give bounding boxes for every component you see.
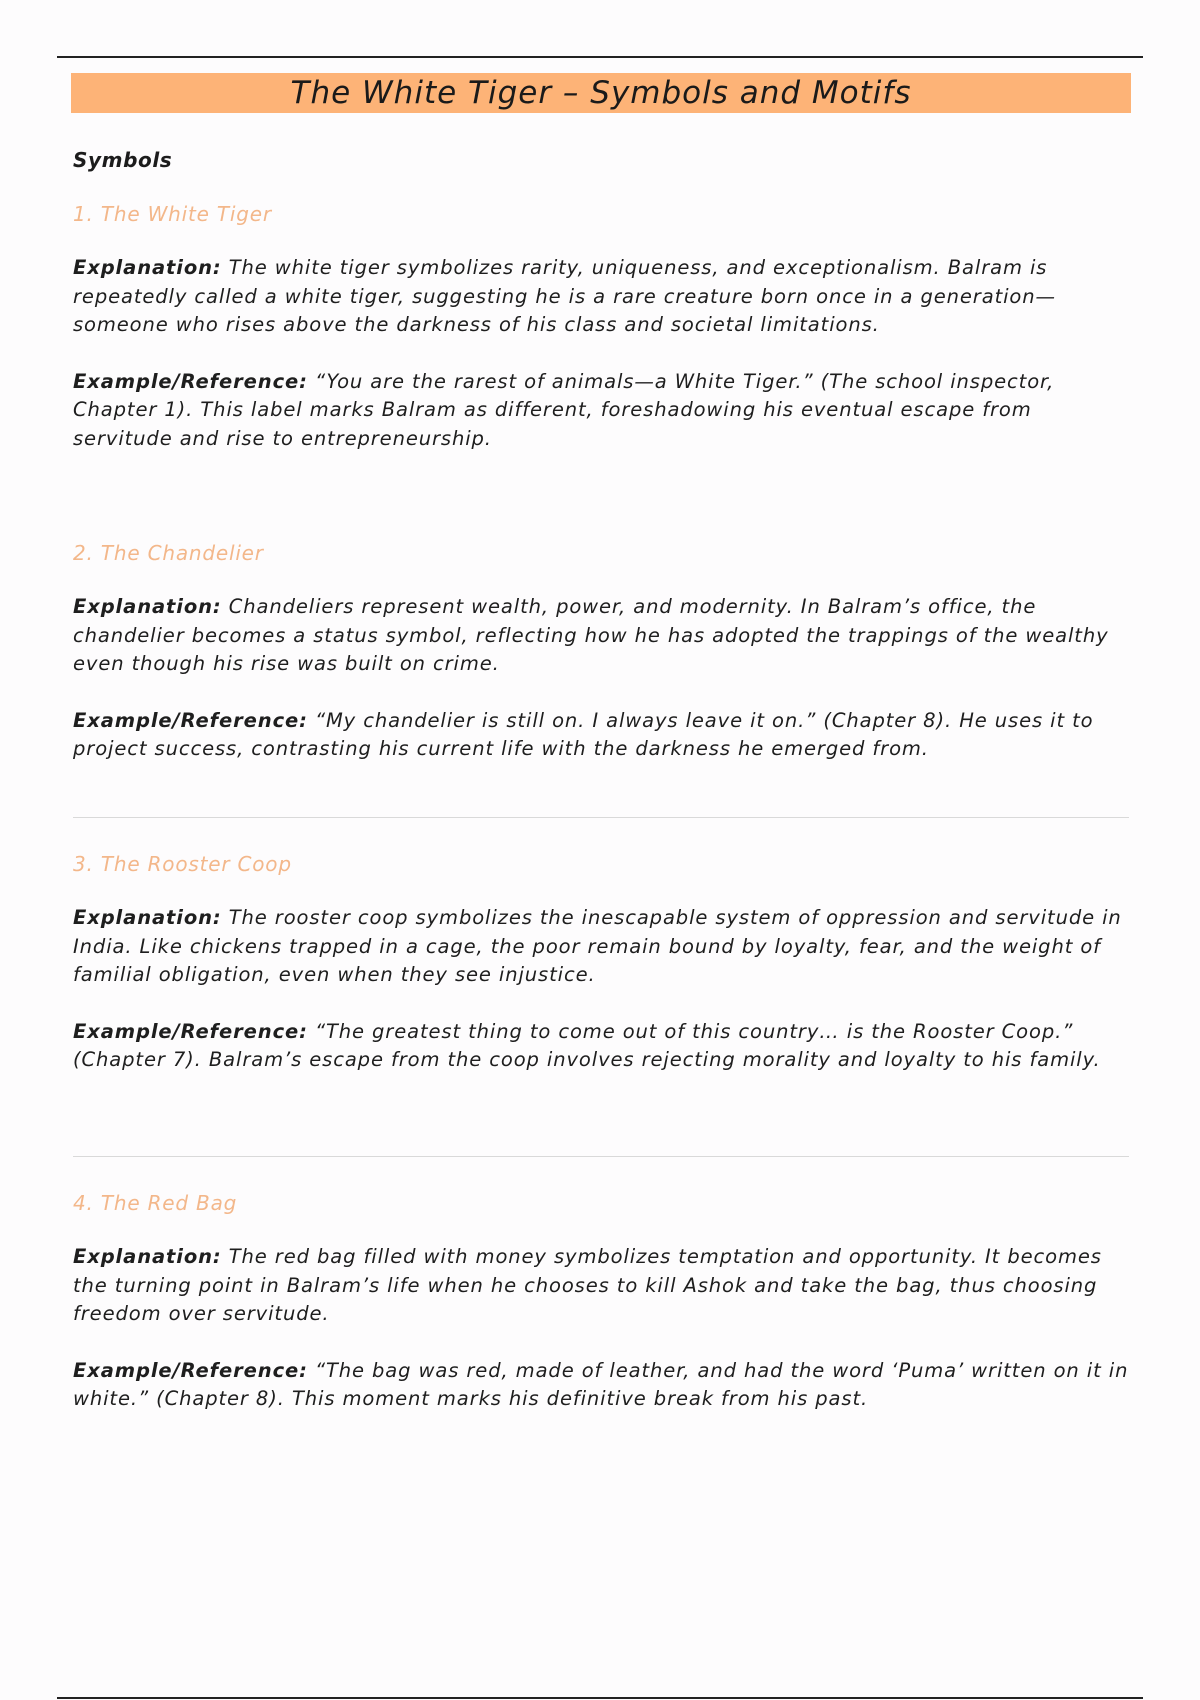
section-divider	[73, 1156, 1129, 1157]
document-body	[73, 145, 1133, 175]
top-rule	[57, 56, 1143, 58]
symbol-white-tiger	[73, 199, 1135, 453]
symbol-heading: 4. The Red Bag	[73, 1191, 238, 1215]
section-divider	[73, 817, 1129, 818]
explanation-text: Chandeliers represent wealth, power, and modernity. In Balram’s office, the chandelier becomes a status symbol, reflecting how he has adopted the trappings of the wealthy even though his rise was built on crime.	[73, 595, 1109, 675]
page-title: The White Tiger – Symbols and Motifs	[290, 75, 912, 111]
example-paragraph	[73, 368, 1135, 454]
symbol-red-bag	[73, 1188, 1135, 1414]
example-text: “My chandelier is still on. I always leave it on.” (Chapter 8). He uses it to project success, contrasting his current life with the darkness he emerged from.	[73, 708, 1094, 760]
title-bar	[71, 73, 1131, 113]
explanation-text: The rooster coop symbolizes the inescapable system of oppression and servitude in India. Like chickens trapped in a cage, the poor remain bound by loyalty, fear, and the weight of familial obligation, even when they see injustice.	[73, 906, 1122, 986]
example-text: “The greatest thing to come out of this country… is the Rooster Coop.” (Chapter 7). Balram’s escape from the coop involves rejecting morality and loyalty to his family.	[73, 1019, 1101, 1071]
example-paragraph	[73, 1018, 1135, 1075]
symbol-heading: 1. The White Tiger	[73, 202, 272, 226]
explanation-paragraph	[73, 904, 1135, 990]
example-paragraph	[73, 1357, 1135, 1414]
explanation-paragraph	[73, 593, 1135, 679]
explanation-text: The white tiger symbolizes rarity, uniqueness, and exceptionalism. Balram is repeatedly called a white tiger, suggesting he is a rare creature born once in a generation—someone who rises above the darkness of his class and societal limitations.	[73, 256, 1056, 336]
example-label: Example/Reference:	[73, 1358, 308, 1382]
example-paragraph	[73, 707, 1135, 764]
section-label: Symbols	[73, 148, 173, 172]
explanation-label: Explanation:	[73, 906, 222, 929]
explanation-label: Explanation:	[73, 595, 222, 618]
explanation-label: Explanation:	[73, 256, 222, 279]
explanation-label: Explanation:	[73, 1245, 222, 1268]
example-label: Example/Reference:	[73, 1019, 308, 1043]
symbol-heading: 2. The Chandelier	[73, 541, 264, 565]
explanation-paragraph	[73, 1243, 1135, 1329]
symbol-rooster-coop	[73, 849, 1135, 1075]
explanation-text: The red bag filled with money symbolizes temptation and opportunity. It becomes the turning point in Balram’s life when he chooses to kill Ashok and take the bag, thus choosing freedom over servitude.	[73, 1245, 1102, 1325]
example-text: “The bag was red, made of leather, and had the word ‘Puma’ written on it in white.” (Chapter 8). This moment marks his definitive break from his past.	[73, 1358, 1129, 1410]
explanation-paragraph	[73, 254, 1135, 340]
symbol-chandelier	[73, 538, 1135, 764]
example-label: Example/Reference:	[73, 369, 308, 393]
example-text: “You are the rarest of animals—a White Tiger.” (The school inspector, Chapter 1). This label marks Balram as different, foreshadowing his eventual escape from servitude and rise to entrepreneurship.	[73, 369, 1055, 450]
bottom-rule	[57, 1697, 1143, 1699]
example-label: Example/Reference:	[73, 708, 308, 732]
symbol-heading: 3. The Rooster Coop	[73, 852, 292, 876]
